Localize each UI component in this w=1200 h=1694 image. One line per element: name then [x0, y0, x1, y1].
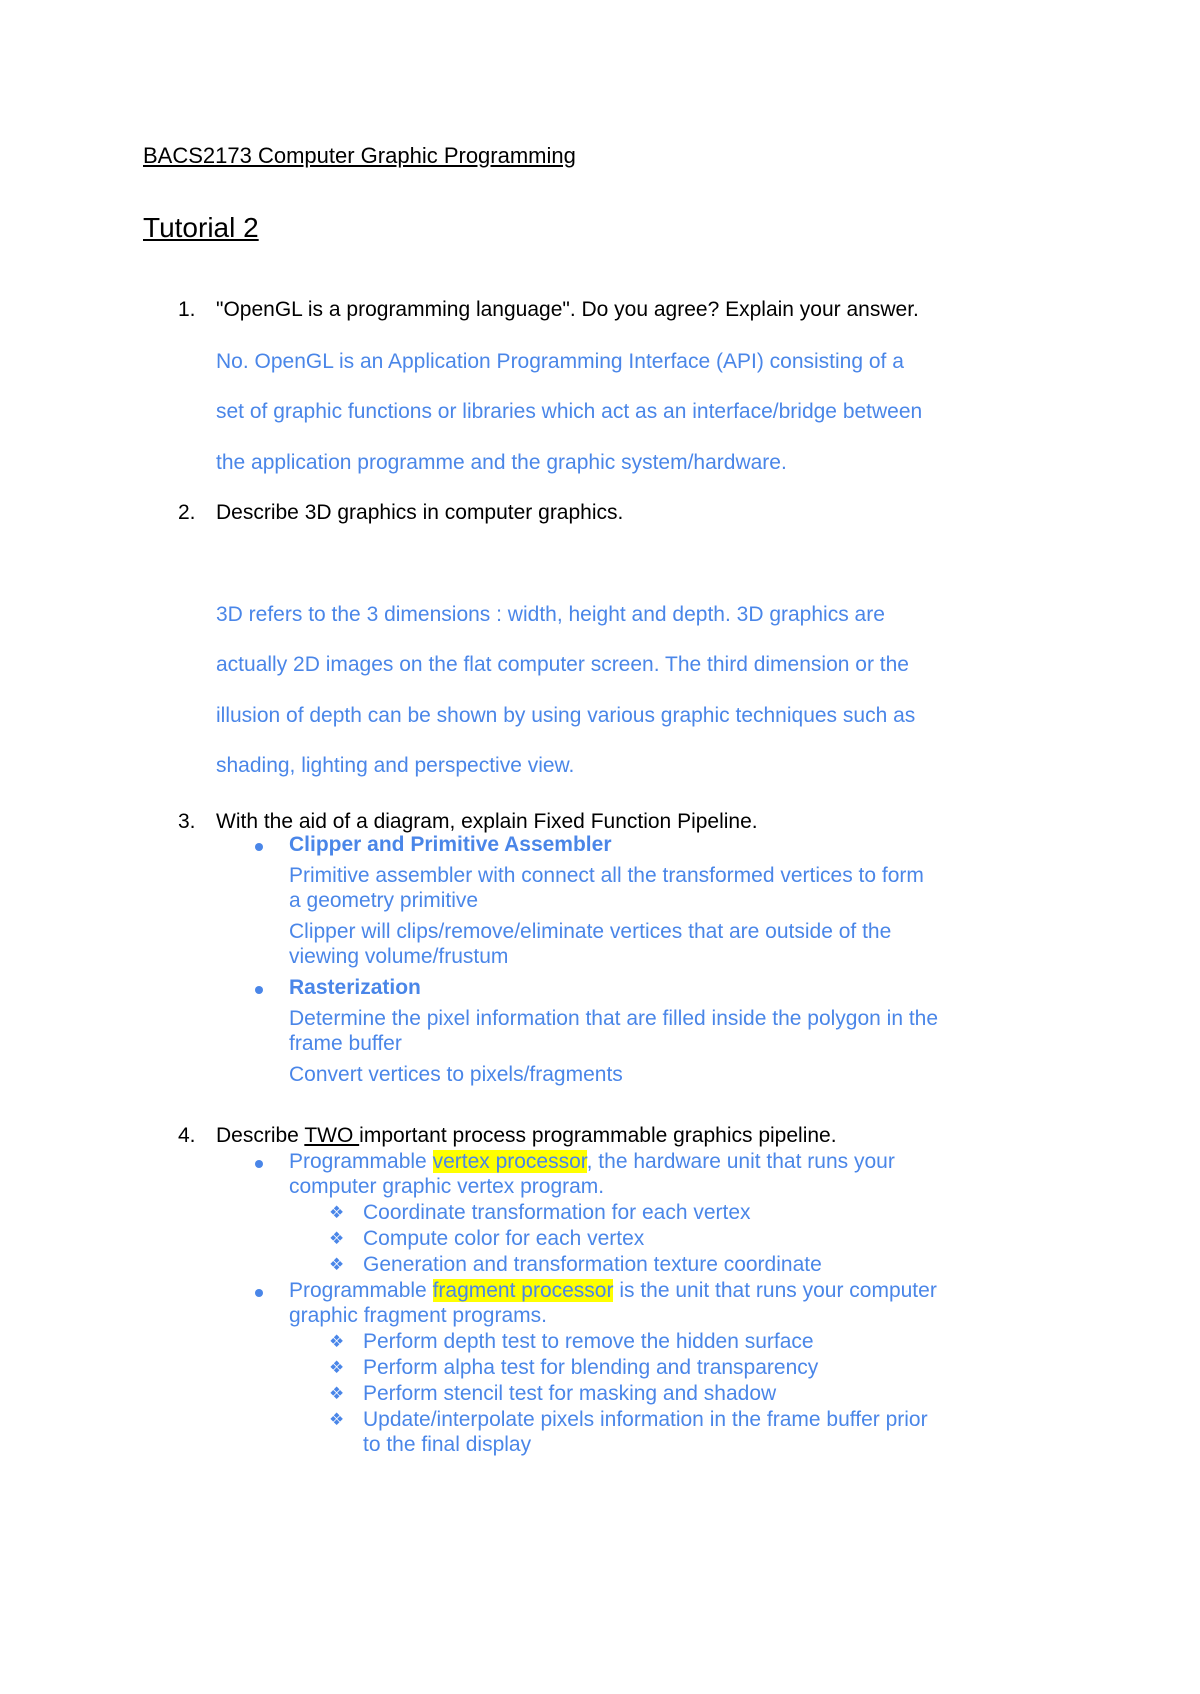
q3-bullet-heading: Clipper and Primitive Assembler — [289, 833, 612, 856]
q1-question: "OpenGL is a programming language". Do you agree? Explain your answer. — [216, 298, 919, 321]
q4-fragment-item: to the final display — [363, 1433, 532, 1456]
q1-answer-line: set of graphic functions or libraries which act as an interface/bridge between — [216, 400, 923, 423]
diamond-bullet-icon: ❖ — [329, 1203, 345, 1222]
diamond-bullet-icon: ❖ — [329, 1229, 345, 1248]
q4-question — [216, 1124, 837, 1148]
q1-answer-line: the application programme and the graphic system/hardware. — [216, 451, 787, 474]
q4-vertex-item: Generation and transformation texture coordinate — [363, 1253, 822, 1276]
diamond-bullet-icon: ❖ — [329, 1410, 345, 1429]
q4-question-post: important process programmable graphics pipeline. — [359, 1124, 837, 1147]
bullet-dot-icon — [255, 1160, 263, 1168]
q4-number: 4. — [178, 1124, 196, 1147]
q4-fragment-post: is the unit that runs your computer — [613, 1279, 937, 1302]
diamond-bullet-icon: ❖ — [329, 1384, 345, 1403]
q2-answer-line: 3D refers to the 3 dimensions : width, height and depth. 3D graphics are — [216, 603, 885, 626]
highlighted-term: vertex processor — [432, 1150, 587, 1173]
q4-fragment-item: Perform depth test to remove the hidden surface — [363, 1330, 814, 1353]
q2-question: Describe 3D graphics in computer graphics. — [216, 501, 624, 524]
q4-vertex-item: Coordinate transformation for each vertex — [363, 1201, 751, 1224]
q4-question-emphasis: TWO — [304, 1124, 360, 1147]
q4-fragment-item: Perform stencil test for masking and shadow — [363, 1382, 777, 1405]
q2-number: 2. — [178, 501, 196, 524]
bullet-dot-icon — [255, 843, 263, 851]
q4-vertex-post: , the hardware unit that runs your — [586, 1150, 895, 1173]
q3-bullet-line: Convert vertices to pixels/fragments — [289, 1063, 623, 1086]
q3-bullet-line: a geometry primitive — [289, 889, 479, 912]
q4-fragment-line2: graphic fragment programs. — [289, 1304, 547, 1327]
diamond-bullet-icon: ❖ — [329, 1332, 345, 1351]
diamond-bullet-icon: ❖ — [329, 1255, 345, 1274]
q1-answer-line: No. OpenGL is an Application Programming Interface (API) consisting of a — [216, 350, 904, 373]
q2-answer-line: shading, lighting and perspective view. — [216, 754, 575, 777]
q4-vertex-pre: Programmable — [289, 1150, 433, 1173]
q3-bullet-line: viewing volume/frustum — [289, 945, 509, 968]
q4-fragment-line — [289, 1279, 937, 1303]
q3-bullet-line: Primitive assembler with connect all the transformed vertices to form — [289, 864, 924, 887]
q4-fragment-item: Update/interpolate pixels information in the frame buffer prior — [363, 1408, 928, 1431]
diamond-bullet-icon: ❖ — [329, 1358, 345, 1377]
q4-fragment-pre: Programmable — [289, 1279, 433, 1302]
q3-number: 3. — [178, 810, 196, 833]
q3-bullet-line: frame buffer — [289, 1032, 402, 1055]
highlighted-term: fragment processor — [432, 1279, 614, 1302]
q2-answer-line: actually 2D images on the flat computer screen. The third dimension or the — [216, 653, 909, 676]
course-title: BACS2173 Computer Graphic Programming — [143, 143, 576, 168]
tutorial-title: Tutorial 2 — [143, 212, 259, 243]
bullet-dot-icon — [255, 986, 263, 994]
q4-vertex-line — [289, 1150, 895, 1174]
q2-answer-line: illusion of depth can be shown by using various graphic techniques such as — [216, 704, 916, 727]
bullet-dot-icon — [255, 1289, 263, 1297]
q3-question: With the aid of a diagram, explain Fixed Function Pipeline. — [216, 810, 758, 833]
q4-vertex-line2: computer graphic vertex program. — [289, 1175, 605, 1198]
q4-question-pre: Describe — [216, 1124, 305, 1147]
q3-bullet-heading: Rasterization — [289, 976, 421, 999]
q3-bullet-line: Clipper will clips/remove/eliminate vertices that are outside of the — [289, 920, 892, 943]
q3-bullet-line: Determine the pixel information that are filled inside the polygon in the — [289, 1007, 939, 1030]
q1-number: 1. — [178, 298, 196, 321]
q4-vertex-item: Compute color for each vertex — [363, 1227, 645, 1250]
q4-fragment-item: Perform alpha test for blending and transparency — [363, 1356, 819, 1379]
